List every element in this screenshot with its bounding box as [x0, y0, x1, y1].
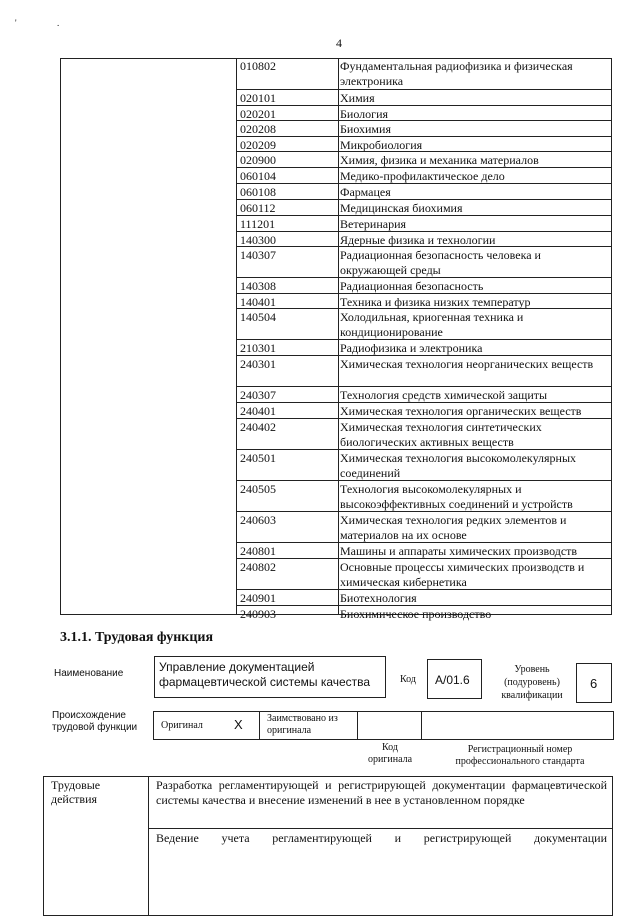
table-row — [236, 589, 612, 606]
specialty-name: Технология высокомолекулярных и высокоэффективных соединений и устройств — [340, 482, 573, 511]
specialty-name: Химия — [340, 91, 375, 105]
specialty-name: Технология средств химической защиты — [340, 388, 548, 402]
specialty-code: 240401 — [240, 404, 276, 418]
specialty-name: Биотехнология — [340, 591, 417, 605]
specialty-code: 240603 — [240, 513, 276, 527]
specialty-name: Биохимия — [340, 122, 391, 136]
specialty-code: 020208 — [240, 122, 276, 136]
table-row — [236, 246, 612, 278]
table-row — [236, 167, 612, 184]
code-original-caption — [360, 742, 420, 766]
specialties-table — [60, 58, 612, 621]
table-row — [236, 418, 612, 450]
corner-mark: ' — [15, 18, 17, 28]
corner-mark: . — [57, 18, 60, 28]
specialty-code: 240903 — [240, 607, 276, 621]
origin-label-line: Происхождение — [52, 710, 126, 721]
table-row — [236, 105, 612, 121]
specialty-name: Ветеринария — [340, 217, 407, 231]
specialty-name: Медицинская биохимия — [340, 201, 463, 215]
specialty-code: 240505 — [240, 482, 276, 496]
table-row — [236, 558, 612, 590]
caption-line: профессионального стандарта — [455, 756, 585, 767]
labor-action-item: Ведение учета регламентирующей и регистрирующей документации — [156, 831, 607, 845]
specialty-name: Радиационная безопасность — [340, 279, 484, 293]
table-row — [236, 58, 612, 89]
level-label-line: квалификации — [501, 690, 563, 701]
original-mark: X — [234, 717, 243, 732]
header-line: Трудовые — [51, 778, 101, 792]
table-row — [236, 449, 612, 481]
code-value: A/01.6 — [435, 673, 470, 687]
specialty-name: Основные процессы химических производств и химическая кибернетика — [340, 560, 585, 589]
level-label-line: Уровень — [514, 664, 550, 675]
specialty-name: Холодильная, криогенная техника и кондиционирование — [340, 310, 524, 339]
level-label — [488, 663, 576, 702]
specialty-code: 210301 — [240, 341, 276, 355]
table-row — [236, 511, 612, 543]
table-row — [236, 199, 612, 216]
header-line: действия — [51, 792, 98, 806]
specialty-name: Химическая технология высокомолекулярных соединений — [340, 451, 577, 480]
specialty-name: Микробиология — [340, 138, 423, 152]
specialty-code: 060104 — [240, 169, 276, 183]
specialty-code: 020209 — [240, 138, 276, 152]
origin-box — [153, 711, 614, 740]
row-divider — [148, 828, 613, 829]
code-box — [427, 659, 482, 699]
borrowed-label-line: Заимствовано из — [267, 713, 338, 724]
table-row — [236, 89, 612, 106]
caption-line: Код — [382, 742, 398, 753]
table-row — [236, 277, 612, 294]
specialty-code: 240901 — [240, 591, 276, 605]
specialty-code: 140308 — [240, 279, 276, 293]
specialty-name: Биология — [340, 107, 389, 121]
table-row — [236, 183, 612, 200]
column-divider — [148, 776, 149, 916]
caption-line: Регистрационный номер — [467, 744, 573, 755]
specialty-code: 240301 — [240, 357, 276, 371]
specialty-code: 020101 — [240, 91, 276, 105]
specialty-code: 140401 — [240, 295, 276, 309]
table-row — [236, 605, 612, 622]
specialty-code: 111201 — [240, 217, 276, 231]
specialty-code: 140504 — [240, 310, 276, 324]
specialty-code: 240802 — [240, 560, 276, 574]
specialty-name: Техника и физика низких температур — [340, 295, 531, 309]
borrowed-label-line: оригинала — [267, 725, 312, 736]
specialty-name: Химическая технология синтетических биологических активных веществ — [340, 420, 542, 449]
specialty-name: Радиофизика и электроника — [340, 341, 483, 355]
table-row — [236, 480, 612, 512]
table-row — [236, 231, 612, 247]
specialty-name: Химическая технология редких элементов и материалов на их основе — [340, 513, 567, 542]
section-title: 3.1.1. Трудовая функция — [60, 630, 214, 645]
table-row — [236, 215, 612, 232]
borrowed-label — [267, 713, 338, 737]
table-row — [236, 386, 612, 403]
origin-divider — [357, 712, 358, 739]
table-row — [236, 542, 612, 559]
name-label: Наименование — [54, 668, 124, 679]
table-row — [236, 151, 612, 168]
labor-actions-header — [51, 778, 100, 806]
specialty-name: Химия, физика и механика материалов — [340, 153, 539, 167]
specialty-code: 020201 — [240, 107, 276, 121]
table-row — [236, 308, 612, 340]
specialty-code: 060108 — [240, 185, 276, 199]
specialty-code: 240307 — [240, 388, 276, 402]
specialty-name: Радиационная безопасность человека и окружающей среды — [340, 248, 541, 277]
table-row — [236, 293, 612, 309]
specialty-code: 240402 — [240, 420, 276, 434]
specialty-code: 140307 — [240, 248, 276, 262]
level-value: 6 — [590, 676, 598, 691]
specialty-name: Фармацея — [340, 185, 391, 199]
origin-label-line: трудовой функции — [52, 722, 138, 733]
page-number: 4 — [336, 36, 342, 50]
function-name-line: Управление документацией — [159, 660, 315, 674]
code-label: Код — [400, 674, 416, 685]
table-row — [236, 355, 612, 387]
function-name-line: фармацевтической системы качества — [159, 675, 371, 689]
table-row — [236, 136, 612, 152]
origin-divider — [259, 712, 260, 739]
level-label-line: (подуровень) — [504, 677, 560, 688]
level-box — [576, 663, 612, 703]
specialty-name: Ядерные физика и технологии — [340, 233, 496, 247]
reg-number-caption — [440, 744, 600, 768]
specialty-name: Химическая технология органических веществ — [340, 404, 582, 418]
table-row — [236, 120, 612, 137]
specialty-name: Фундаментальная радиофизика и физическая электроника — [340, 59, 573, 88]
origin-label — [52, 710, 137, 734]
specialty-code: 240801 — [240, 544, 276, 558]
caption-line: оригинала — [367, 754, 413, 765]
specialty-code: 140300 — [240, 233, 276, 247]
specialty-name: Биохимическое производство — [340, 607, 492, 621]
specialty-name: Медико-профилактическое дело — [340, 169, 505, 183]
original-label: Оригинал — [161, 720, 203, 731]
table-row — [236, 402, 612, 419]
origin-divider — [421, 712, 422, 739]
specialty-code: 060112 — [240, 201, 276, 215]
specialty-name: Машины и аппараты химических производств — [340, 544, 578, 558]
labor-action-item: Разработка регламентирующей и регистрирующей документации фармацевтической системы качества и внесение изменений в нее в установленном порядке — [156, 778, 607, 807]
specialty-code: 020900 — [240, 153, 276, 167]
specialty-name: Химическая технология неорганических веществ — [340, 357, 594, 371]
specialty-code: 010802 — [240, 59, 276, 73]
function-name-box — [154, 656, 386, 698]
labor-actions-table — [43, 776, 613, 906]
table-row — [236, 339, 612, 356]
specialty-code: 240501 — [240, 451, 276, 465]
